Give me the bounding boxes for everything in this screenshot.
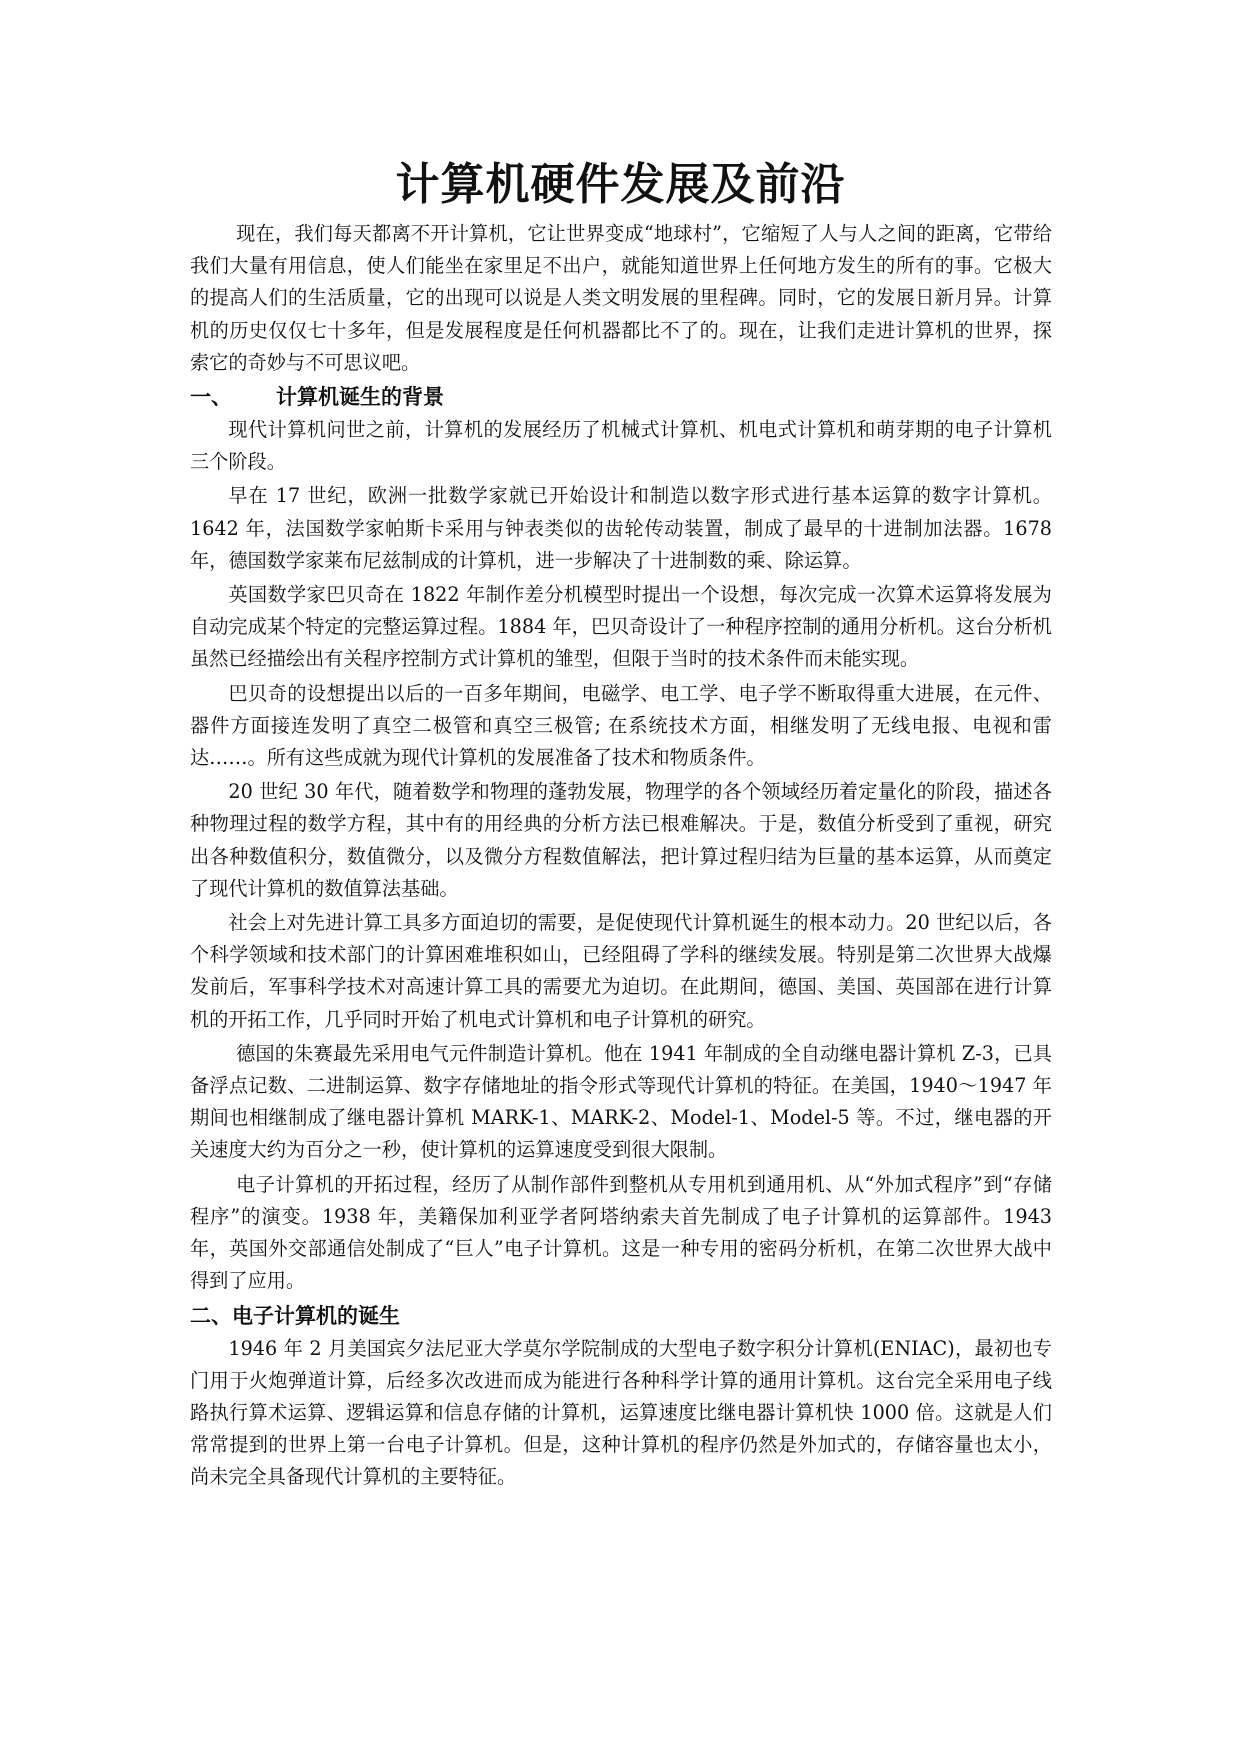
- section-2-paragraph: 1946 年 2 月美国宾夕法尼亚大学莫尔学院制成的大型电子数字积分计算机(ENIAC)，最初也专门用于火炮弹道计算，后经多次改进而成为能进行各种科学计算的通用计算机。这台完全采用电子线路执行算术运算、逻辑运算和信息存储的计算机，运算速度比继电器计算机快 1000 倍。这就是人们常常提到的世界上第一台电子计算机。但是，这种计算机的程序仍然是外加式的，存储容量也太小，尚未完全具备现代计算机的主要特征。: [190, 1336, 1052, 1489]
- section-1-paragraph: 德国的朱赛最先采用电气元件制造计算机。他在 1941 年制成的全自动继电器计算机 Z-3，已具备浮点记数、二进制运算、数字存储地址的指令形式等现代计算机的特征。在美国，1940～1947 年期间也相继制成了继电器计算机 MARK-1、MARK-2、Model-1、Model-5 等。不过，继电器的开关速度大约为百分之一秒，使计算机的运算速度受到很大限制。: [190, 1041, 1052, 1162]
- section-1-paragraph: 20 世纪 30 年代，随着数学和物理的蓬勃发展，物理学的各个领域经历着定量化的阶段，描述各种物理过程的数学方程，其中有的用经典的分析方法已根难解决。于是，数值分析受到了重视，研究出各种数值积分，数值微分，以及微分方程数值解法，把计算过程归结为巨量的基本运算，从而奠定了现代计算机的数值算法基础。: [190, 780, 1052, 900]
- section-1-paragraph: 现代计算机问世之前，计算机的发展经历了机械式计算机、机电式计算机和萌芽期的电子计算机三个阶段。: [190, 418, 1052, 474]
- section-1-heading: [190, 381, 1052, 414]
- section-1-paragraph: 社会上对先进计算工具多方面迫切的需要，是促使现代计算机诞生的根本动力。20 世纪以后，各个科学领域和技术部门的计算困难堆积如山，已经阻碍了学科的继续发展。特别是第二次世界大战爆发前后，军事科学技术对高速计算工具的需要尤为迫切。在此期间，德国、美国、英国部在进行计算机的开拓工作，几乎同时开始了机电式计算机和电子计算机的研究。: [190, 911, 1052, 1031]
- document-body: [190, 218, 1052, 1496]
- section-1-paragraph: 早在 17 世纪，欧洲一批数学家就已开始设计和制造以数字形式进行基本运算的数字计算机。1642 年，法国数学家帕斯卡采用与钟表类似的齿轮传动装置，制成了最早的十进制加法器。1678 年，德国数学家莱布尼兹制成的计算机，进一步解决了十进制数的乘、除运算。: [190, 484, 1052, 572]
- section-1-paragraph: 电子计算机的开拓过程，经历了从制作部件到整机从专用机到通用机、从“外加式程序”到“存储程序”的演变。1938 年，美籍保加利亚学者阿塔纳索夫首先制成了电子计算机的运算部件。1943 年，英国外交部通信处制成了“巨人”电子计算机。这是一种专用的密码分析机，在第二次世界大战中得到了应用。: [190, 1172, 1052, 1293]
- section-1-paragraph: 巴贝奇的设想提出以后的一百多年期间，电磁学、电工学、电子学不断取得重大进展，在元件、器件方面接连发明了真空二极管和真空三极管; 在系统技术方面，相继发明了无线电报、电视和雷达……。所有这些成就为现代计算机的发展准备了技术和物质条件。: [190, 681, 1052, 770]
- section-1-paragraph: 英国数学家巴贝奇在 1822 年制作差分机模型时提出一个设想，每次完成一次算术运算将发展为自动完成某个特定的完整运算过程。1884 年，巴贝奇设计了一种程序控制的通用分析机。这台分析机虽然已经描绘出有关程序控制方式计算机的雏型，但限于当时的技术条件而未能实现。: [190, 583, 1052, 671]
- intro-paragraph: 现在，我们每天都离不开计算机，它让世界变成“地球村”，它缩短了人与人之间的距离，它带给我们大量有用信息，使人们能坐在家里足不出户，就能知道世界上任何地方发生的所有的事。它极大的提高人们的生活质量，它的出现可以说是人类文明发展的里程碑。同时，它的发展日新月异。计算机的历史仅仅七十多年，但是发展程度是任何机器都比不了的。现在，让我们走进计算机的世界，探索它的奇妙与不可思议吧。: [190, 222, 1052, 374]
- document-title: 计算机硬件发展及前沿: [395, 159, 846, 210]
- section-1-title: 计算机诞生的背景: [276, 385, 444, 410]
- section-2-heading: 二、电子计算机的诞生: [190, 1303, 400, 1328]
- section-1-number: 一、: [190, 385, 232, 410]
